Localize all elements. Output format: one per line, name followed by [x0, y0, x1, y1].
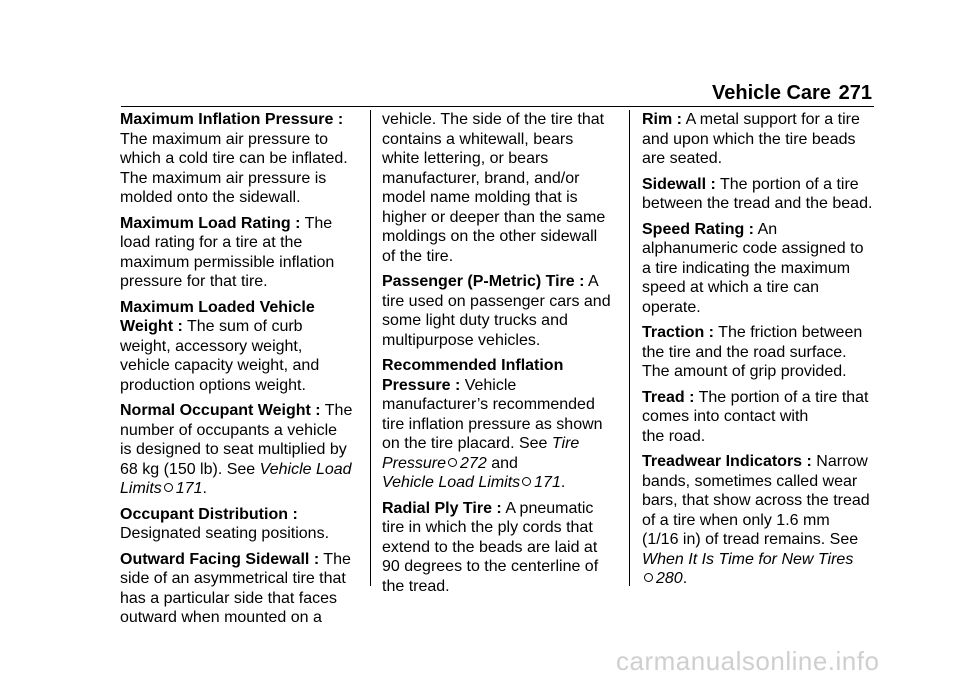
term: Normal Occupant Weight :: [120, 402, 321, 419]
column-divider-1: [370, 110, 371, 586]
column-divider-2: [629, 110, 630, 586]
header-rule: [121, 106, 874, 107]
entry-rim: Rim : A metal support for a tire and upon which the tire beads are seated.: [642, 111, 860, 167]
term: Radial Ply Tire :: [382, 499, 502, 517]
term: Tread :: [642, 388, 695, 406]
cross-reference-link[interactable]: Vehicle Load Limits: [382, 474, 521, 491]
page-reference-icon: [448, 458, 457, 467]
watermark: carmanualsonline.info: [616, 646, 880, 676]
page-header: [712, 80, 872, 106]
term: Maximum Inflation Pressure :: [120, 111, 344, 128]
page-number: 271: [838, 82, 872, 104]
cross-reference-link[interactable]: Limits: [120, 480, 162, 497]
page-reference-icon: [164, 483, 173, 492]
entry-speed-rating: Speed Rating : An alphanumeric code assigned to a tire indicating the maximum speed at which a tire can operate.: [642, 220, 864, 316]
term: Rim :: [642, 111, 682, 128]
column-3: [642, 110, 882, 595]
entry-tread: Tread : The portion of a tire that comes into contact with the road.: [642, 388, 869, 445]
term: Occupant Distribution :: [120, 505, 298, 523]
entry-outward-facing-sidewall-cont: vehicle. The side of the tire that contains a whitewall, bears white lettering, or bears manufacturer, brand, and/or model name molding that is higher or deeper than the same moldings on the other sidewall of the tire.: [382, 111, 606, 265]
entry-sidewall: Sidewall : The portion of a tire between the tread and the bead.: [642, 175, 873, 212]
cross-reference-link[interactable]: Pressure: [382, 454, 447, 472]
term: Outward Facing Sidewall :: [120, 550, 320, 568]
entry-passenger-tire: Passenger (P-Metric) Tire : A tire used on passenger cars and some light duty trucks and multipurpose vehicles.: [382, 273, 611, 349]
column-2: [382, 110, 622, 602]
page-reference[interactable]: 272: [460, 454, 487, 472]
page-reference-icon: [522, 477, 531, 486]
term: Pressure :: [382, 376, 461, 394]
column-1: [120, 110, 360, 634]
cross-reference-link[interactable]: When It Is Time for New Tires: [642, 550, 854, 568]
entry-normal-occupant-weight: Normal Occupant Weight : The number of occupants a vehicle is designed to seat multiplied by 68 kg (150 lb). See Vehicle Load Limits 171.: [120, 402, 353, 497]
entry-traction: Traction : The friction between the tire and the road surface. The amount of grip provided.: [642, 324, 863, 380]
page-reference-icon: [644, 573, 653, 582]
term: Speed Rating :: [642, 220, 755, 238]
page-reference[interactable]: 280: [656, 570, 683, 587]
entry-occupant-distribution: Occupant Distribution : Designated seating positions.: [120, 505, 330, 542]
term: Maximum Load Rating :: [120, 214, 301, 232]
entry-max-inflation-pressure: Maximum Inflation Pressure : The maximum air pressure to which a cold tire can be inflated. The maximum air pressure is molded onto the sidewall.: [120, 111, 348, 206]
cross-reference-link[interactable]: Vehicle Load: [259, 460, 352, 478]
term: Weight :: [120, 318, 183, 335]
term: Passenger (P-Metric) Tire :: [382, 273, 585, 290]
entry-outward-facing-sidewall: Outward Facing Sidewall : The side of an asymmetrical tire that has a particular side that faces outward when mounted on a: [120, 550, 351, 626]
term: Recommended Inflation: [382, 357, 564, 374]
entry-treadwear-indicators: Treadwear Indicators : Narrow bands, sometimes called wear bars, that show across the tread of a tire when only 1.6 mm (1/16 in) of tread remains. See When It Is Time for New Tires 280.: [642, 453, 870, 587]
page-reference[interactable]: 171: [175, 480, 203, 497]
entry-max-loaded-vehicle-weight: Maximum Loaded Vehicle Weight : The sum of curb weight, accessory weight, vehicle capacity weight, and production options weight.: [120, 298, 320, 394]
cross-reference-link[interactable]: Tire: [551, 435, 580, 452]
section-title: Vehicle Care: [712, 82, 831, 104]
term: Treadwear Indicators :: [642, 453, 812, 470]
entry-recommended-inflation-pressure: Recommended Inflation Pressure : Vehicle manufacturer’s recommended tire inflation pressure as shown on the tire placard. See Tire Pressure 272 and Vehicle Load Limits 171.: [382, 357, 603, 491]
entry-max-load-rating: Maximum Load Rating : The load rating for a tire at the maximum permissible inflation pressure for that tire.: [120, 214, 335, 290]
entry-radial-ply-tire: Radial Ply Tire : A pneumatic tire in which the ply cords that extend to the beads are laid at 90 degrees to the centerline of the tread.: [382, 499, 599, 595]
term: Traction :: [642, 324, 715, 341]
term: Sidewall :: [642, 175, 716, 193]
term: Maximum Loaded Vehicle: [120, 298, 315, 316]
page-reference[interactable]: 171: [534, 474, 561, 491]
